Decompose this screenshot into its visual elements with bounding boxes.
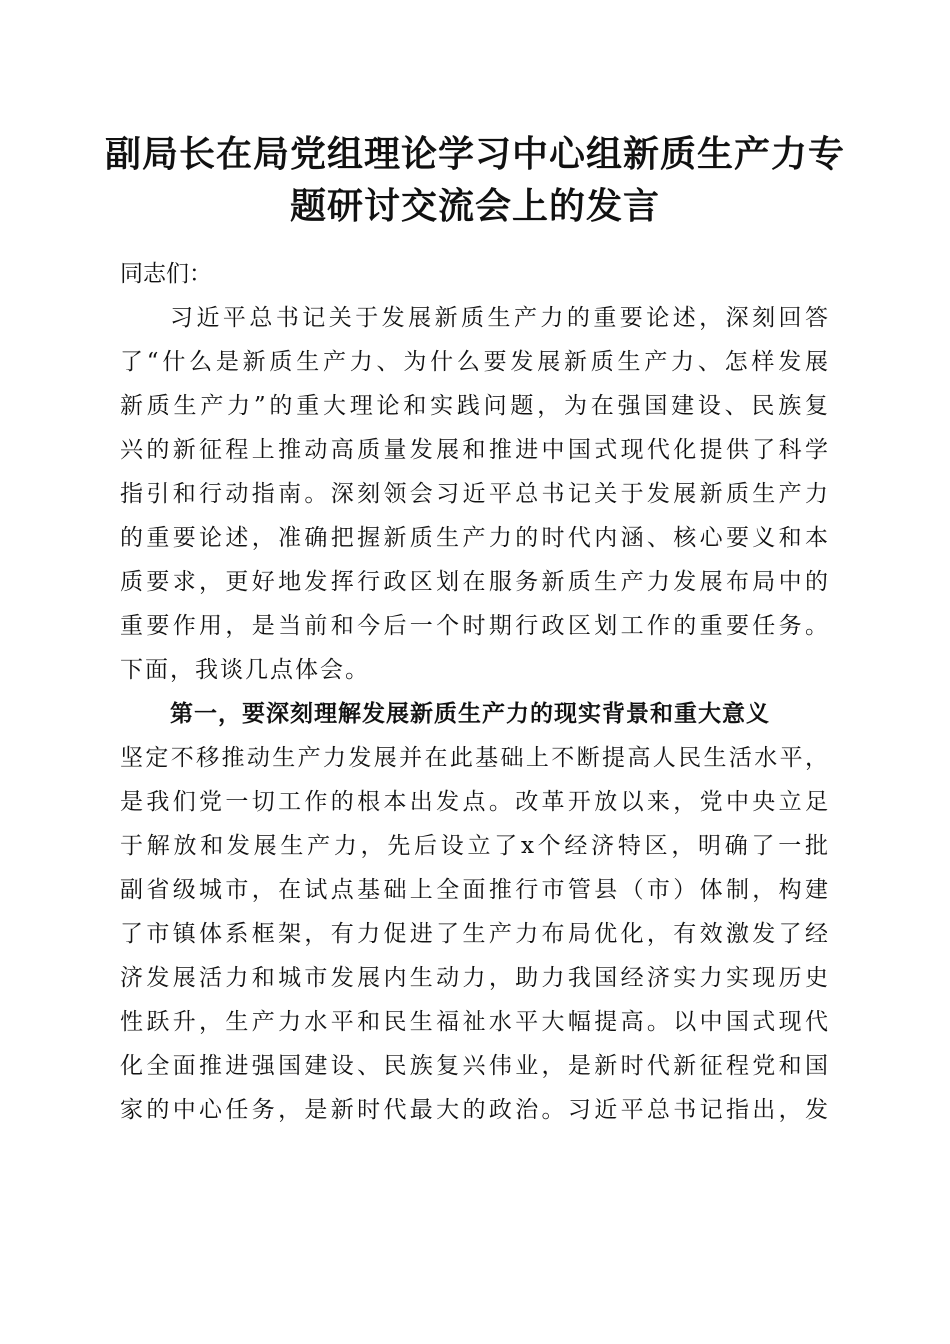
text-line: 兴的新征程上推动高质量发展和推进中国式现代化提供了科学 — [120, 437, 830, 463]
paragraph-intro — [120, 296, 830, 692]
text-line: 是我们党一切工作的根本出发点。改革开放以来，党中央立足 — [120, 789, 830, 815]
text-line: 济发展活力和城市发展内生动力，助力我国经济实力实现历史 — [120, 965, 830, 991]
text-line: 新质生产力”的重大理论和实践问题，为在强国建设、民族复 — [120, 393, 830, 419]
document-body — [120, 252, 830, 1132]
section-heading: 第一，要深刻理解发展新质生产力的现实背景和重大意义 — [170, 700, 770, 727]
text-line: 化全面推进强国建设、民族复兴伟业，是新时代新征程党和国 — [120, 1053, 830, 1079]
text-line: 家的中心任务，是新时代最大的政治。习近平总书记指出，发 — [120, 1097, 830, 1123]
text-line: 下面，我谈几点体会。 — [120, 657, 370, 683]
text-line: 指引和行动指南。深刻领会习近平总书记关于发展新质生产力 — [120, 481, 830, 507]
text-line: 副省级城市，在试点基础上全面推行市管县（市）体制，构建 — [120, 877, 830, 903]
text-line: 的重要论述，准确把握新质生产力的时代内涵、核心要义和本 — [120, 525, 830, 551]
title-line: 副局长在局党组理论学习中心组新质生产力专 — [104, 133, 845, 175]
text-line: 于解放和发展生产力，先后设立了x个经济特区，明确了一批 — [120, 833, 830, 859]
document-title — [100, 128, 850, 232]
text-line: 质要求，更好地发挥行政区划在服务新质生产力发展布局中的 — [120, 569, 830, 595]
text-line: 坚定不移推动生产力发展并在此基础上不断提高人民生活水平， — [120, 745, 830, 771]
text-line: 了市镇体系框架，有力促进了生产力布局优化，有效激发了经 — [120, 921, 830, 947]
title-line: 题研讨交流会上的发言 — [289, 185, 660, 227]
text-line: 习近平总书记关于发展新质生产力的重要论述，深刻回答 — [170, 305, 830, 331]
section-1 — [120, 692, 830, 1132]
text-line: 性跃升，生产力水平和民生福祉水平大幅提高。以中国式现代 — [120, 1009, 830, 1035]
salutation: 同志们： — [120, 261, 212, 287]
text-line: 重要作用，是当前和今后一个时期行政区划工作的重要任务。 — [120, 613, 830, 639]
text-line: 了“什么是新质生产力、为什么要发展新质生产力、怎样发展 — [120, 349, 830, 375]
